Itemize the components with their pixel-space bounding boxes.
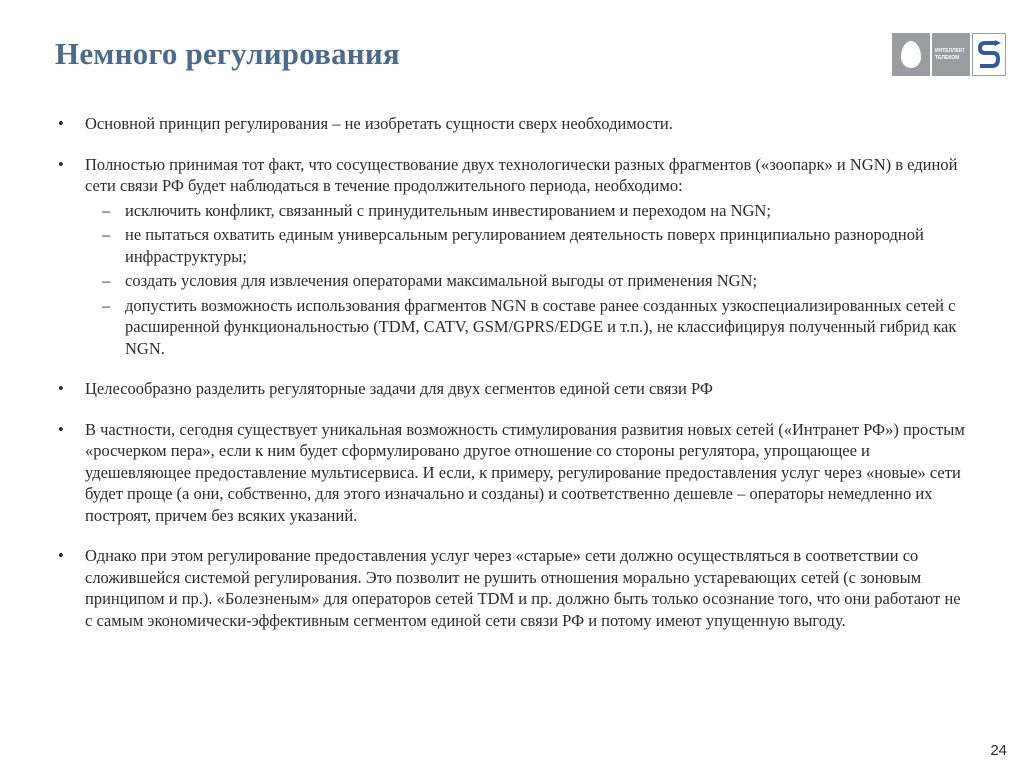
sub-text: не пытаться охватить единым универсальным регулированием деятельность поверх принципиально разнородной инфраструктуры;: [125, 225, 924, 266]
bullet-item: [58, 154, 968, 197]
sub-item: [58, 200, 968, 222]
bullet-marker: •: [58, 379, 64, 398]
sub-marker: –: [102, 271, 111, 290]
sub-text: допустить возможность использования фрагментов NGN в составе ранее созданных узкоспециализированных сетей с расширенной функциональностью (TDM, CATV, GSM/GPRS/EDGE и т.п.), не классифицируя полученный гибрид как NGN.: [125, 295, 957, 358]
sub-marker: –: [102, 200, 111, 220]
egg-emblem-icon: [892, 33, 930, 76]
bullet-marker: •: [58, 546, 64, 565]
bullet-item: [58, 113, 968, 135]
logo-text-line2: ТЕЛЕКОМ: [935, 54, 960, 61]
bullet-text: В частности, сегодня существует уникальная возможность стимулирования развития новых сетей («Интранет РФ») простым «росчерком пера», если к ним будет сформулировано другое отношение со стороны регулятора, упрощающее и удешевляющее предоставление мультисервиса. И если, к примеру, регулирование предоставления услуг через «новые» сети будет проще (а они, собственно, для этого изначально и созданы) и соответственно дешевле – операторы немедленно их построят, причем без всяких указаний.: [85, 419, 965, 525]
bullet-item: [58, 419, 968, 527]
sub-item: [58, 224, 968, 267]
bullet-text: Целесообразно разделить регуляторные задачи для двух сегментов единой сети связи РФ: [85, 379, 713, 398]
bullet-text: Полностью принимая тот факт, что сосуществование двух технологически разных фрагментов («зоопарк» и NGN) в единой сети связи РФ будет наблюдаться в течение продолжительного периода, необходимо:: [85, 154, 958, 195]
logo-text-line1: ИНТЕЛЛЕКТ: [935, 47, 966, 54]
s-emblem-icon: [972, 33, 1006, 76]
bullet-text: Однако при этом регулирование предоставления услуг через «старые» сети должно осуществляться в соответствии со сложившейся системой регулирования. Это позволит не рушить отношения морально устаревающих сетей (с зоновым принципом и пр.). «Болезненым» для операторов сетей TDM и пр. должно быть только осознание того, что они работают не с самым экономически-эффективным сегментом единой сети связи РФ и потому имеют упущенную выгоду.: [85, 546, 961, 630]
bullet-marker: •: [58, 419, 64, 439]
sub-text: исключить конфликт, связанный с принудительным инвестированием и переходом на NGN;: [125, 200, 771, 220]
bullet-item: [58, 545, 968, 631]
bullet-marker: •: [58, 154, 64, 174]
sub-text: создать условия для извлечения операторами максимальной выгоды от применения NGN;: [125, 271, 758, 290]
sub-marker: –: [102, 225, 111, 244]
slide-body: [58, 113, 968, 631]
bullet-item: [58, 378, 968, 400]
page-number: 24: [990, 742, 1007, 759]
sub-item: [58, 270, 968, 292]
bullet-text: Основной принцип регулирования – не изобретать сущности сверх необходимости.: [85, 114, 673, 133]
sub-item: [58, 295, 968, 360]
bullet-marker: •: [58, 114, 64, 133]
sub-marker: –: [102, 295, 111, 315]
company-logo: [892, 33, 1006, 76]
slide-title: Немного регулирования: [55, 36, 400, 71]
logo-wordmark: [932, 33, 970, 76]
